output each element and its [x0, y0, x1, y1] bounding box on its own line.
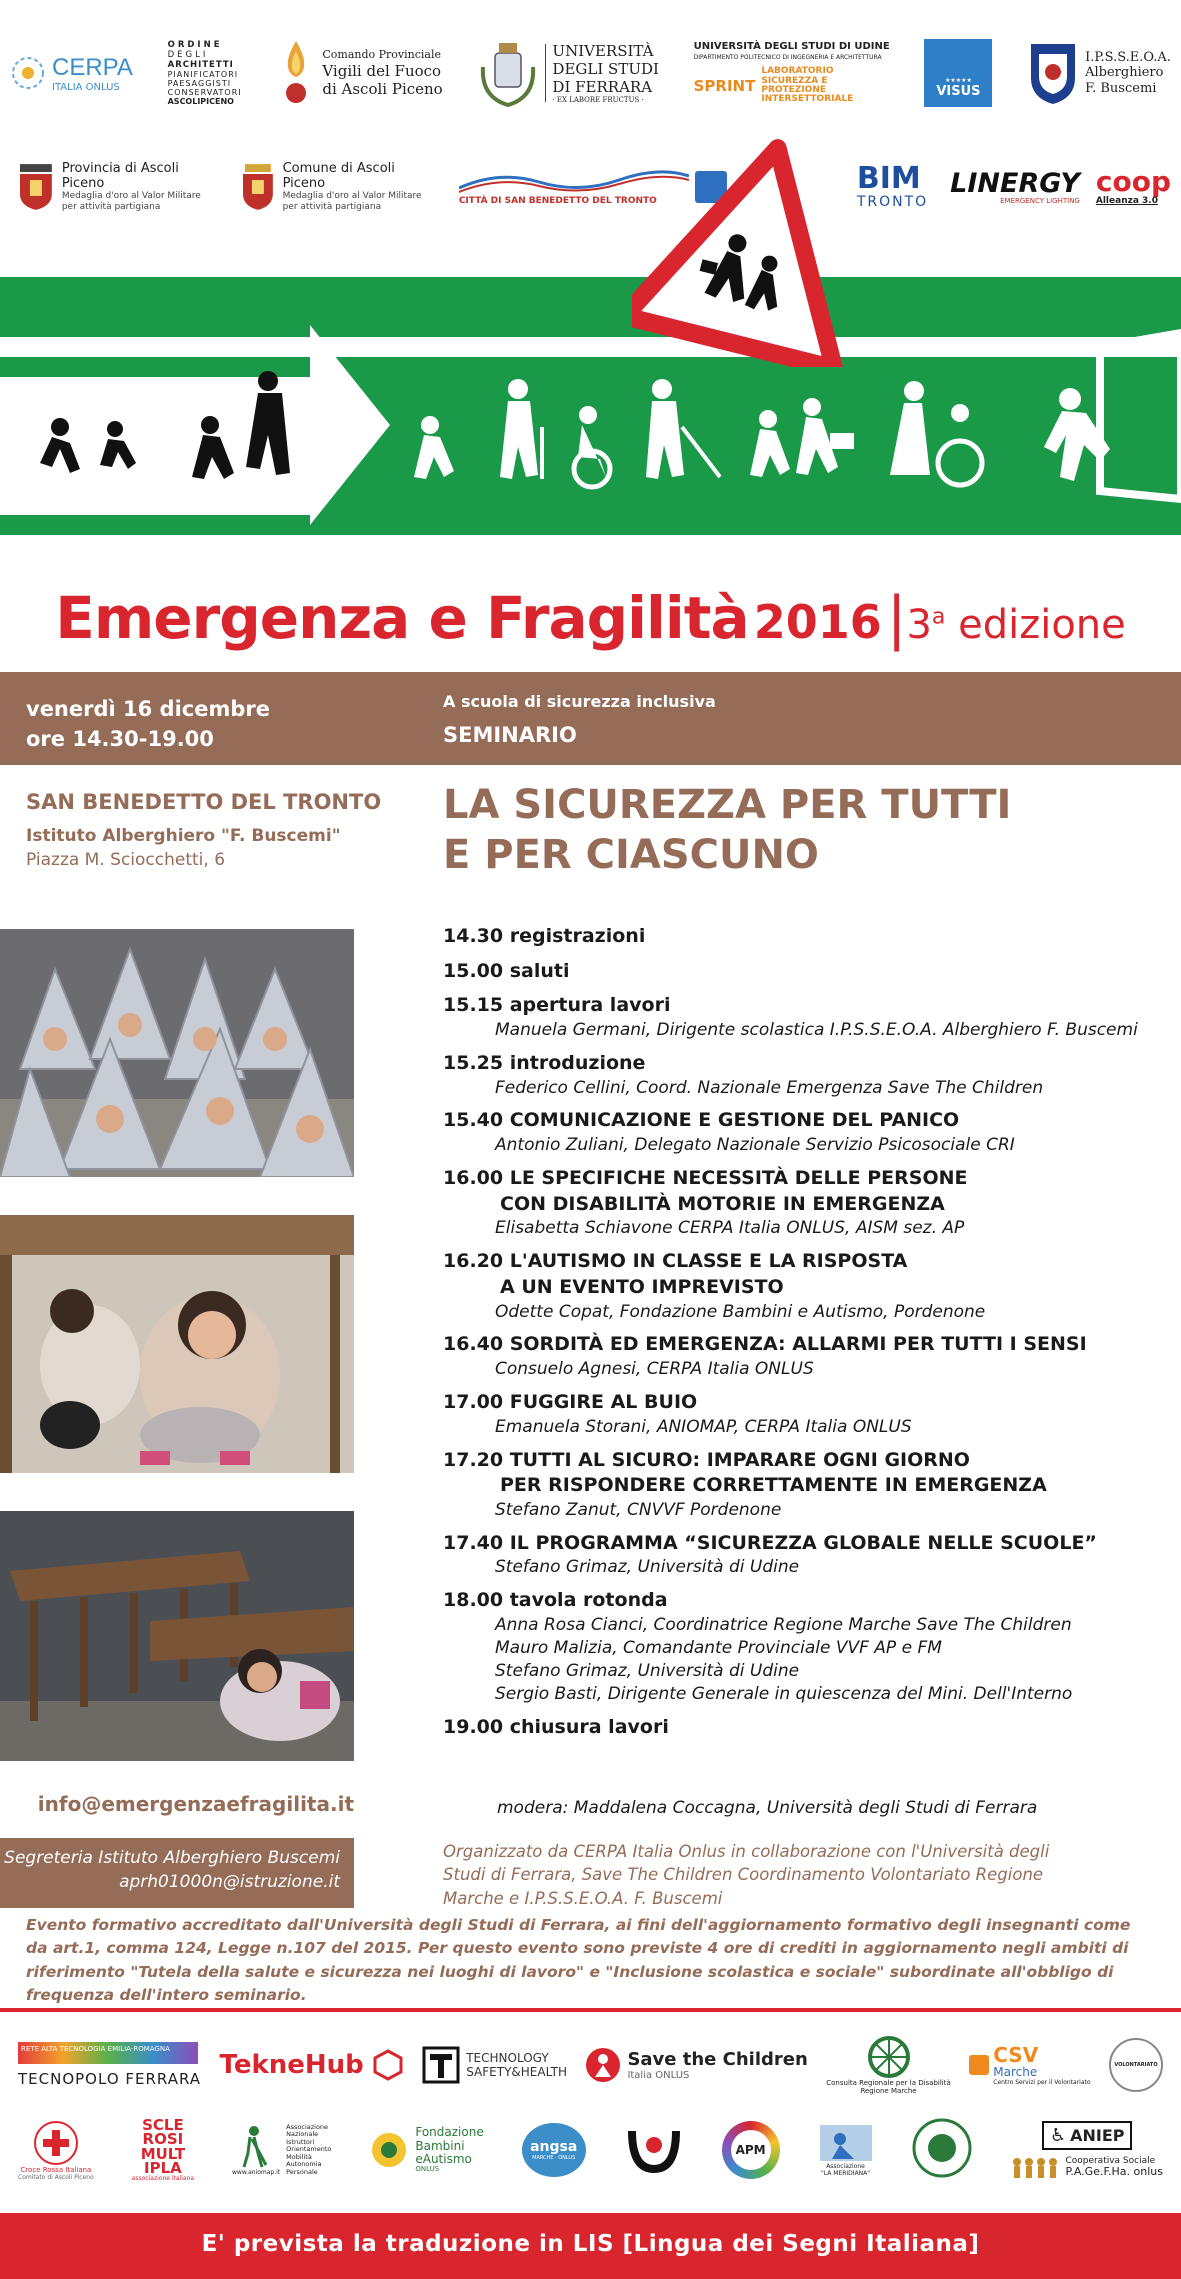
lis-translation-footer: E' prevista la traduzione in LIS [Lingua dei Segni Italiana]	[0, 2213, 1181, 2279]
fondazione-bambini-autismo-logo: Fondazione Bambini eAutismo ONLUS	[369, 2126, 483, 2173]
linergy-logo: LINERGY EMERGENCY LIGHTING	[950, 167, 1080, 205]
uici-logo	[624, 2121, 684, 2179]
vigili-del-fuoco-logo: Comando Provinciale Vigili del Fuoco di Ascoli Piceno	[276, 37, 442, 109]
venue-block	[26, 790, 381, 870]
moderator: modera: Maddalena Coccagna, Università degli Studi di Ferrara	[497, 1798, 1038, 1818]
secretariat-email[interactable]: aprh01000n@istruzione.it	[119, 1872, 340, 1892]
cerpa-icon	[10, 55, 46, 91]
meridiana-icon	[818, 2123, 874, 2163]
program-item	[443, 1332, 1163, 1381]
program-item-speaker: Anna Rosa Cianci, Coordinatrice Regione Marche Save The Children	[495, 1615, 1072, 1636]
date-bar	[0, 672, 1181, 765]
program-item	[443, 1588, 1163, 1705]
program-item	[443, 959, 1163, 985]
program-item-title-continued: A UN EVENTO IMPREVISTO	[500, 1275, 784, 1298]
sprint-label: SPRINT	[693, 77, 756, 95]
hexagon-icon	[372, 2049, 404, 2081]
csv-marche-logo: CSV Marche Centro Servizi per il Volontariato	[969, 2045, 1090, 2086]
program-item-speaker: Stefano Grimaz, Università di Udine	[495, 1660, 800, 1681]
volontariato-logo: VOLONTARIATO	[1109, 2038, 1163, 2092]
divider	[0, 2008, 1181, 2012]
seminar-headline: LA SICUREZZA PER TUTTI E PER CIASCUNO	[443, 782, 1012, 878]
program-item	[443, 1108, 1163, 1157]
secretariat-box	[0, 1838, 354, 1908]
visus-logo: ★★★★★ VISUS	[924, 39, 992, 107]
save-the-children-logo: Save the Children Italia ONLUS	[585, 2047, 807, 2083]
ipsseoa-logo: I.P.S.S.E.O.A. Alberghiero F. Buscemi	[1027, 38, 1171, 108]
provincia-crest-icon	[16, 162, 56, 212]
event-subtitle: A scuola di sicurezza inclusiva	[443, 692, 716, 711]
seminar-program	[443, 924, 1163, 1749]
aniomap-logo: www.aniomap.it Associazione Nazionale Istruttori Orientamento Mobilità Autonomia Personale	[232, 2122, 332, 2176]
program-item-title: 15.00 saluti	[443, 959, 570, 982]
sclerosi-multipla-logo: SCLE ROSI MULT IPLA associazione italiana	[131, 2116, 195, 2182]
diverse-people-evacuating-icon	[414, 379, 1110, 487]
apm-logo: APM	[722, 2121, 780, 2179]
program-item-title: 16.00 LE SPECIFICHE NECESSITÀ DELLE PERSONE	[443, 1167, 968, 1190]
program-item-speaker: Sergio Basti, Dirigente Generale in quiescenza del Mini. Dell'Interno	[495, 1683, 1073, 1704]
program-item-speaker: Stefano Grimaz, Università di Udine	[495, 1557, 800, 1578]
csv-icon	[969, 2055, 989, 2075]
program-item-speaker: Consuelo Agnesi, CERPA Italia ONLUS	[495, 1359, 814, 1380]
sol-logo	[911, 2117, 973, 2183]
program-item-title: 15.15 apertura lavori	[443, 994, 671, 1017]
event-date: venerdì 16 dicembre	[26, 697, 270, 721]
program-item-speaker: Stefano Zanut, CNVVF Pordenone	[495, 1499, 782, 1520]
program-item-title: 17.20 TUTTI AL SICURO: IMPARARE OGNI GIORNO	[443, 1448, 970, 1471]
sol-circle-icon	[911, 2117, 973, 2179]
unife-crest-icon	[477, 37, 539, 109]
school-warning-sign	[632, 135, 872, 367]
program-item-title: 18.00 tavola rotonda	[443, 1589, 668, 1612]
wheelchair-icon: ♿	[1049, 2124, 1067, 2146]
event-type: SEMINARIO	[443, 723, 577, 747]
program-item-title: 16.20 L'AUTISMO IN CLASSE E LA RISPOSTA	[443, 1250, 908, 1273]
tsh-logo: TECHNOLOGY SAFETY&HEALTH	[422, 2046, 567, 2084]
san-benedetto-logo: CITTÀ DI SAN BENEDETTO DEL TRONTO	[459, 168, 727, 206]
program-item-title: 15.25 introduzione	[443, 1051, 646, 1074]
program-item	[443, 1531, 1163, 1580]
program-item-title: 19.00 chiusura lavori	[443, 1715, 669, 1738]
program-item-title-continued: PER RISPONDERE CORRETTAMENTE IN EMERGENZA	[500, 1474, 1047, 1497]
program-item-speaker: Mauro Malizia, Comandante Provinciale VVF AP e FM	[495, 1637, 942, 1658]
program-item-speaker: Odette Copat, Fondazione Bambini e Autismo, Pordenone	[495, 1301, 986, 1322]
venue-school: Istituto Alberghiero "F. Buscemi"	[26, 826, 341, 846]
udine-sprint-logo: UNIVERSITÀ DEGLI STUDI DI UDINE DIPARTIMENTO POLITECNICO DI INGEGNERIA E ARCHITETTURA SPRINT LABORATORIO SICUREZZA E PROTEZIONE INTERSETTORIALE	[693, 41, 890, 105]
photo-child-under-desk	[0, 1215, 354, 1473]
coop-logo: coop Alleanza 3.0	[1095, 165, 1171, 206]
uici-icon	[624, 2121, 684, 2175]
comune-logo: Comune di Ascoli Piceno Medaglia d'oro al Valor Militare per attività partigiana	[239, 161, 441, 213]
program-item	[443, 1166, 1163, 1240]
architetti-logo: ORDINE DEGLI ARCHITETTI PIANIFICATORI PAESAGGISTI CONSERVATORI ASCOLIPICENO	[167, 40, 242, 106]
universita-ferrara-logo: UNIVERSITÀ DEGLI STUDI DI FERRARA · EX LABORE FRUCTUS ·	[477, 37, 659, 109]
partner-logos-row-2	[0, 2110, 1181, 2190]
cane-walker-icon	[238, 2125, 274, 2169]
flame-emblem-icon	[276, 37, 316, 109]
event-time: ore 14.30-19.00	[26, 727, 214, 752]
evacuation-figures-illustration	[0, 277, 1181, 560]
evacuation-banner	[0, 277, 1181, 560]
angsa-logo: angsa MARCHE · ONLUS	[522, 2123, 586, 2177]
aniep-pagefha-logos: ♿ ANIEP Cooperativa Sociale P.A.Ge.F.Ha. onlus	[1011, 2121, 1163, 2180]
program-item	[443, 924, 1163, 950]
event-title: Emergenza e Fragilità 2016 |3$^a$ edizione	[55, 584, 1126, 652]
provincia-logo: Provincia di Ascoli Piceno Medaglia d'oro al Valor Militare per attività partigiana	[16, 161, 225, 213]
sunflower-icon	[369, 2130, 409, 2170]
venue-city: SAN BENEDETTO DEL TRONTO	[26, 790, 382, 814]
program-item	[443, 993, 1163, 1042]
program-item	[443, 1249, 1163, 1323]
program-item	[443, 1051, 1163, 1100]
program-item	[443, 1390, 1163, 1439]
tsh-icon	[422, 2046, 460, 2084]
partner-logos-row-1	[0, 2030, 1181, 2100]
program-item-title-continued: CON DISABILITÀ MOTORIE IN EMERGENZA	[500, 1192, 945, 1215]
program-item-title: 15.40 COMUNICAZIONE E GESTIONE DEL PANICO	[443, 1109, 960, 1132]
divider	[545, 44, 546, 102]
comune-crest-icon	[239, 162, 277, 212]
stars-icon: ★★★★★	[944, 77, 972, 84]
school-shield-icon	[1027, 38, 1079, 108]
program-item-title: 16.40 SORDITÀ ED EMERGENZA: ALLARMI PER TUTTI I SENSI	[443, 1333, 1087, 1356]
exit-door-icon	[1100, 333, 1181, 499]
teknehub-logo: TekneHub	[220, 2049, 404, 2081]
program-item-title: 17.40 IL PROGRAMMA “SICUREZZA GLOBALE NELLE SCUOLE”	[443, 1531, 1097, 1554]
accreditation-note: Evento formativo accreditato dall'Università degli Studi di Ferrara, ai fini dell'aggiornamento formativo degli insegnanti come da art.1, comma 124, Legge n.107 del 2015. Per questo evento sono previste 4 ore di crediti in aggiornamento negli ambiti di riferimento "Tutela della salute e sicurezza nei luoghi di lavoro" e "Inclusione scolastica e sociale" subordinate all'obbligo di frequenza dell'intero seminario.	[26, 1916, 1131, 2004]
cerpa-logo: CERPA ITALIA ONLUS	[10, 54, 133, 93]
program-item-speaker: Manuela Germani, Dirigente scolastica I.P.S.S.E.O.A. Alberghiero F. Buscemi	[495, 1019, 1138, 1040]
program-item-title: 14.30 registrazioni	[443, 925, 646, 947]
program-item-speaker: Antonio Zuliani, Delegato Nazionale Servizio Psicosociale CRI	[495, 1135, 1015, 1156]
program-item	[443, 1448, 1163, 1522]
venue-address: Piazza M. Sciocchetti, 6	[26, 850, 226, 870]
photo-children-under-desks-row	[0, 1511, 354, 1761]
sponsor-logos-top	[0, 28, 1181, 118]
croce-rossa-logo: Croce Rossa Italiana Comitato di Ascoli Piceno	[18, 2120, 94, 2181]
bim-tronto-logo: BIM TRONTO	[856, 161, 929, 210]
contact-email[interactable]: info@emergenzaefragilita.it	[37, 1792, 354, 1816]
photo-children-protective-hoods	[0, 929, 354, 1177]
organizer-note: Organizzato da CERPA Italia Onlus in collaborazione con l'Università degli Studi di Ferrara, Save The Children Coordinamento Volontariato Regione Marche e I.P.S.S.E.O.A. F. Buscemi	[443, 1842, 1050, 1908]
save-children-icon	[585, 2047, 621, 2083]
tecnopolo-logo: RETE ALTA TECNOLOGIA EMILIA-ROMAGNA TECNOPOLO FERRARA	[18, 2042, 201, 2088]
wheel-icon	[867, 2035, 911, 2079]
secretariat-name: Segreteria Istituto Alberghiero Buscemi	[4, 1848, 340, 1868]
la-meridiana-logo: Associazione "LA MERIDIANA"	[818, 2123, 874, 2177]
program-item-speaker: Federico Cellini, Coord. Nazionale Emergenza Save The Children	[495, 1077, 1044, 1098]
red-cross-icon	[33, 2120, 79, 2166]
program-item-title: 17.00 FUGGIRE AL BUIO	[443, 1391, 698, 1414]
program-item	[443, 1715, 1163, 1741]
sponsor-logos-second	[0, 152, 1181, 222]
program-item-speaker: Elisabetta Schiavone CERPA Italia ONLUS, AISM sez. AP	[495, 1218, 965, 1239]
consulta-disabilita-logo: Consulta Regionale per la Disabilità Regione Marche	[826, 2035, 951, 2095]
people-group-icon	[1011, 2156, 1061, 2180]
program-item-speaker: Emanuela Storani, ANIOMAP, CERPA Italia ONLUS	[495, 1416, 912, 1437]
